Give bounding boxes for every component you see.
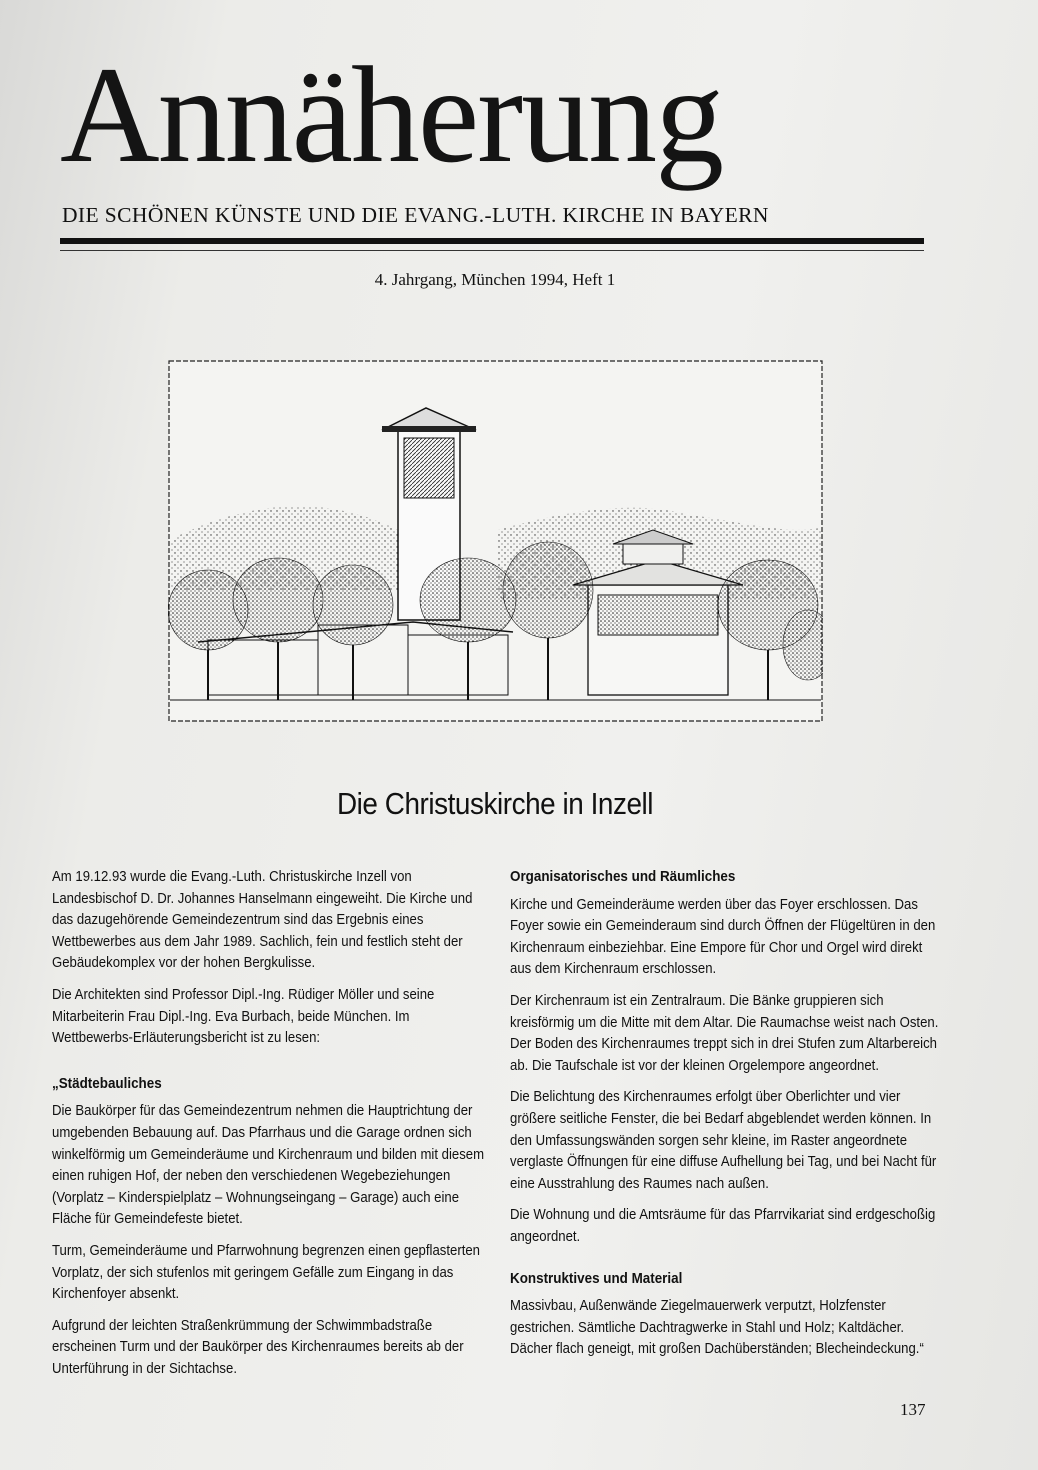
paragraph: Der Kirchenraum ist ein Zentralraum. Die Bänke gruppieren sich kreisförmig um die Mitte mit dem Altar. Die Raumachse weist nach Osten. Der Boden des Kirchenraumes treppt sich in drei Stufen zum Altarbereich ab. Die Taufschale ist vor der kleinen Orgelempore angeordnet.: [510, 992, 939, 1074]
masthead-rule-thick: [60, 238, 924, 244]
paragraph: Am 19.12.93 wurde die Evang.-Luth. Christuskirche Inzell von Landesbischof D. Dr. Johannes Hanselmann eingeweiht. Die Kirche und das dazugehörende Gemeindezentrum sind das Ergebnis eines Wettbewerbes aus dem Jahr 1989. Sachlich, fein und festlich steht der Gebäudekomplex vor der hohen Bergkulisse.: [52, 869, 473, 972]
paragraph: Massivbau, Außenwände Ziegelmauerwerk verputzt, Holzfenster gestrichen. Sämtliche Dachtragwerke in Stahl und Holz; Kaltdächer. Dächer flach geneigt, mit großen Dachüberständen; Blecheindeckung.“: [510, 1298, 924, 1358]
paragraph: Die Wohnung und die Amtsräume für das Pfarrvikariat sind erdgeschoßig angeordnet.: [510, 1207, 936, 1245]
magazine-title: Annäherung: [60, 38, 723, 191]
article-column-left: [52, 867, 484, 1390]
section-heading: „Städtebauliches: [52, 1075, 162, 1092]
page-number: 137: [900, 1400, 926, 1419]
paragraph: Aufgrund der leichten Straßenkrümmung der Schwimmbadstraße erscheinen Turm und der Baukörper des Kirchenraumes bereits ab der Unterführung in der Sichtachse.: [52, 1317, 464, 1377]
paragraph: Die Baukörper für das Gemeindezentrum nehmen die Hauptrichtung der umgebenden Bebauung auf. Das Pfarrhaus und die Garage ordnen sich winkelförmig um Gemeinderäume und Kirchenraum und bilden mit diesem einen ruhigen Hof, der neben den verschiedenen Wegebeziehungen (Vorplatz – Kinderspielplatz – Wohnungseingang – Garage) auch eine Fläche für Gemeindefeste bietet.: [52, 1103, 485, 1228]
magazine-subtitle: DIE SCHÖNEN KÜNSTE UND DIE EVANG.-LUTH. KIRCHE IN BAYERN: [62, 203, 769, 227]
paragraph: Die Architekten sind Professor Dipl.-Ing. Rüdiger Möller und seine Mitarbeiterin Frau Dipl.-Ing. Eva Burbach, beide München. Im Wettbewerbs-Erläuterungsbericht ist zu lesen:: [52, 986, 435, 1047]
paragraph: Turm, Gemeinderäume und Pfarrwohnung begrenzen einen gepflasterten Vorplatz, der sich stufenlos mit geringem Gefälle zum Eingang in das Kirchenfoyer absenkt.: [52, 1242, 480, 1303]
section-heading: Organisatorisches und Räumliches: [510, 869, 736, 885]
paragraph: Kirche und Gemeinderäume werden über das Foyer erschlossen. Das Foyer sowie ein Gemeinderaum sind durch Öffnen der Flügeltüren in den Kirchenraum einbeziehbar. Eine Empore für Chor und Orgel wird direkt aus dem Kirchenraum erschlossen.: [510, 896, 936, 978]
section-heading: Konstruktives und Material: [510, 1270, 683, 1287]
article-column-right: [510, 867, 942, 1371]
paragraph: Die Belichtung des Kirchenraumes erfolgt über Oberlichter und vier größere seitliche Fenster, die bei Bedarf abgeblendet werden können. In den Umfassungswänden sorgen sehr kleine, im Raster angeordnete verglaste Öffnungen für eine diffuse Aufhellung bei Tag, und bei Nacht für eine Ausstrahlung des Raumes nach außen.: [510, 1089, 937, 1192]
church-illustration: [168, 360, 823, 722]
masthead-rule-thin: [60, 250, 924, 251]
issue-line: 4. Jahrgang, München 1994, Heft 1: [374, 270, 616, 289]
article-headline: Die Christuskirche in Inzell: [336, 786, 654, 821]
